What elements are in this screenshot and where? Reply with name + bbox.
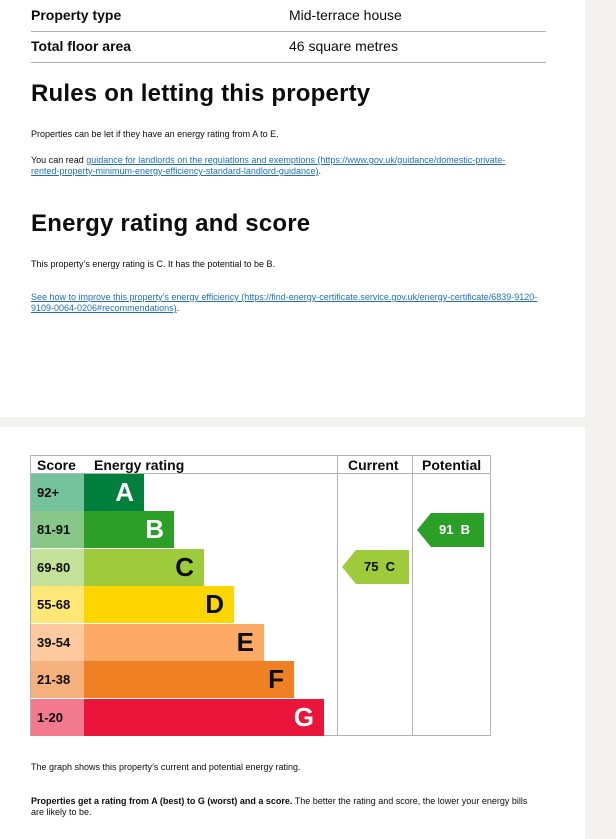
energy-rating-text: This property’s energy rating is C. It has the potential to be B. [31,259,275,269]
rules-text: Properties can be let if they have an energy rating from A to E. [31,129,279,139]
band-score-d: 55-68 [31,586,84,623]
band-score-c: 69-80 [31,549,84,586]
summary-row-property-type [31,0,546,32]
rules-guidance-paragraph [31,155,551,177]
band-score-e: 39-54 [31,624,84,661]
band-letter-e: E [236,626,254,657]
band-letter-b: B [145,514,164,544]
band-letter-f: F [268,664,284,694]
rating-explanation-bold: Properties get a rating from A (best) to G (worst) and a score. [31,796,293,806]
band-letter-g: G [293,701,314,732]
current-header: Current [348,457,399,473]
rating-explanation [31,796,531,818]
graph-caption: The graph shows this property’s current and potential energy rating. [31,762,301,772]
potential-rating-arrow-label: 91 B [439,521,471,537]
band-score-b: 81-91 [31,511,84,548]
band-bar-d [84,586,234,623]
band-score-f: 21-38 [31,661,84,698]
band-bar-a [84,474,144,511]
rules-text-suffix: . [318,166,321,176]
chart-top-border [30,455,491,456]
energy-rating-chart [30,455,491,736]
summary-row-floor-area [31,31,546,63]
rating-explanation-rest: The better the rating and score, the lower your energy bills are likely to be. [31,796,528,817]
band-bar-b [84,511,174,548]
band-bar-c [84,549,204,586]
chart-divider-current [337,455,338,736]
band-score-g: 1-20 [31,699,84,736]
improve-paragraph [31,292,551,314]
score-header: Score [37,457,76,473]
current-rating-arrow-label: 75 C [364,559,396,574]
energy-rating-header: Energy rating [94,457,185,473]
summary-value: 46 square metres [289,38,398,54]
band-letter-d: D [205,589,224,619]
guidance-link[interactable]: guidance for landlords on the regulations and exemptions (https://www.gov.uk/guidance/domestic-private- rented-property-minimum-energy-efficiency-standard-landlord-guidance) [31,155,506,176]
potential-rating-arrow [417,513,484,547]
energy-heading: Energy rating and score [31,210,311,237]
summary-label: Property type [31,7,122,23]
band-bar-f [84,661,294,698]
summary-panel [0,0,585,417]
band-letter-c: C [175,551,194,582]
improve-suffix: . [176,303,180,313]
summary-value: Mid-terrace house [289,7,402,23]
rules-heading: Rules on letting this property [31,80,371,107]
chart-right-border [490,455,491,736]
potential-header: Potential [422,457,482,473]
current-rating-arrow [342,550,409,584]
band-letter-a: A [115,476,134,507]
band-bar-e [84,624,264,661]
rules-text-prefix: You can read [31,155,87,165]
band-score-a: 92+ [31,474,84,511]
band-bar-g [84,699,324,736]
summary-label: Total floor area [31,38,132,54]
chart-divider-potential [412,455,413,736]
improve-efficiency-link[interactable]: See how to improve this property’s energy efficiency (https://find-energy-certificate.service.gov.uk/energy-certificate/6839-9120- 9109-0064-0206#recommendations) [31,292,538,313]
